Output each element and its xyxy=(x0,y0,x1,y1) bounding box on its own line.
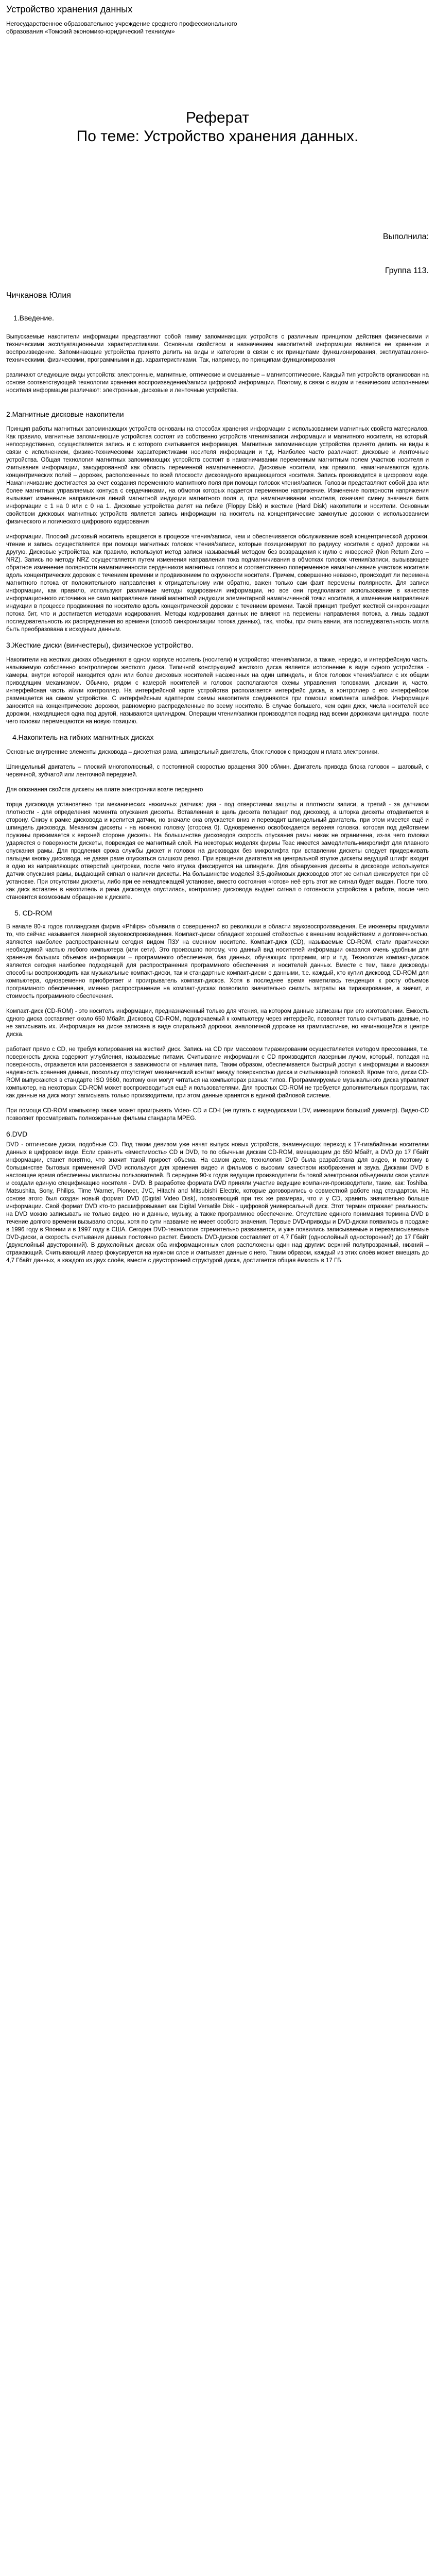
essay-kind: Реферат xyxy=(185,109,250,126)
intro-paragraph-2: различают следующие виды устройств: электронные, магнитные, оптические и смешанные – магнитооптические. Каждый тип устройств организован на основе соответствующей технологии хранения воспроизведения/записи цифровой информации. Поэтому, в связи с видом и техническим исполнением носителя информации различают: электронные, дисковые и ленточные устройства. xyxy=(6,372,429,394)
hard-disks-paragraph-1: Накопители на жестких дисках объединяют в одном корпусе носитель (носители) и устройство чтения/записи, а также, нередко, и интерфейсную часть, называемую собственно контроллером жесткого диска. Типичной конструкцией жесткого диска является исполнение в виде одного устройства - камеры, внутри которой находится один или более дисковых носителей насаженных на один шпиндель, и блок головок чтения/записи с их общим приводящим механизмом. Обычно, рядом с камерой носителей и головок располагаются схемы управления головками, дисками и, часто, интерфейсная часть и/или контроллер. На интерфейсной карте устройства располагается интерфейс диска, а контроллер с его интерфейсом размещается на самом устройстве. С интерфейсным адаптером схемы накопителя соединяются при помощи комплекта шлейфов. Информация заносится на концентрические дорожки, равномерно распределенные по всему носителю. В случае большего, чем один диск, числа носителей все дорожки, находящиеся одна под другой, называются цилиндром. Операции чтения/записи производятся подряд над всеми дорожками цилиндра, после чего головки перемещаются на новую позицию. xyxy=(6,657,429,725)
dvd-heading: 6.DVD xyxy=(6,1130,28,1138)
floppy-paragraph-2: Шпиндельный двигатель – плоский многополюсный, с постоянной скоростью вращения 300 об/мин. Двигатель привода блока головок – шаговый, с червячной, зубчатой или ленточной передачей. xyxy=(6,764,429,778)
floppy-heading: 4.Накопитель на гибких магнитных дисках xyxy=(12,733,154,741)
magnetic-disks-heading: 2.Магнитные дисковые накопители xyxy=(6,410,124,418)
performed-by-label: Выполнила: xyxy=(382,232,429,241)
hard-disks-heading: 3.Жесткие диски (винчестеры), физическое устройство. xyxy=(6,641,194,649)
floppy-paragraph-4: торца дисковода установлено три механических нажимных датчика: два - под отверстиями защиты и плотности записи, а третий - за датчиком плотности - для определения момента опускания дискеты. Вставленная в щель дискета попадает под дисковод, а шторка дискеты отодвигается в сторону. Снизу к рамке дисковода и крепится датчик, но вначале она опускается вниз и переводит шпиндельный двигатель, при этом имеется ещё и шпиндель дисковода. Механизм дискеты - на нижнюю головку (сторона 0). Одновременно освобождается верхняя головка, которая под действием пружины прижимается к верхней стороне дискеты. На большинстве дисководов скорость опускания рамы никак не ограничена, из-за чего головки ударяются о поверхности дискеты, повреждая ее магнитный слой. На некоторых моделях фирмы Teac имеется замедлитель-микролифт для плавного опускания рамы. Для продления срока службы дискет и головок на дисководах без микролифта при вставлении дискеты следует придерживать пальцем кнопку дисковода, не давая раме опускаться слишком резко. При вращении двигателя на центральной втулке дискеты ведущий штифт входит в одно из направляющих отверстий центровки, после чего втулка фиксируется на шпинделе. Для обнаружения дискеты в дисководе используется датчик опускания рамы, выдающий сигнал о наличии дискеты. На большинстве моделей 3,5-дюймовых дисководов этот же сигнал фиксируется при её установке. При отсутствии дискеты, либо при ее ненадлежащей установке, вместо состояния «готов» неё ерть этот же сигнал будет выдан. После того, как диск вставлен в накопитель и рама дисковода опустилась, контроллер дисковода выдает сигнал о готовности устройства к работе, после чего становится возможным обращение к дискете. xyxy=(6,802,429,901)
intro-paragraph-1: Выпускаемые накопители информации представляют собой гамму запоминающих устройств с различным принципом действия физическими и техническими эксплуатационными характеристиками. Основным свойством и назначением накопителей информации является ее хранение и воспроизведение. Запоминающие устройства принято делить на виды и категории в связи с их принципами функционирования, эксплуатационно-техническими, физическими, программными и др. характеристиками. Так, например, по принципам функционирования xyxy=(6,334,429,363)
intro-heading: 1.Введение. xyxy=(13,314,54,322)
floppy-paragraph-1: Основные внутренние элементы дисковода – дискетная рама, шпиндельный двигатель, блок головок с приводом и плата электроники. xyxy=(6,749,379,755)
group-number: Группа 113. xyxy=(385,266,429,275)
dvd-paragraph-1: DVD - оптические диски, подобные CD. Под таким девизом уже начат выпуск новых устройств, знаменующих переход к 17-гигабайтным носителям данных в цифровом виде. Если сравнить «вместимость» CD и DVD, то по обычным дискам CD-ROM, вмещающим до 650 Мбайт, а DVD до 17 Гбайт информации, станет понятно, что значит такой прирост объема. На самом деле, технология DVD была разработана для видео, и поэтому в большинстве бытовых применений DVD используют для хранения видео и фильмов с высоким качеством изображения и звука. Дисками DVD в настоящее время обеспечены миллионы пользователей. В середине 90-х годов ведущие производители бытовой электроники объединили свои усилия и создали единую спецификацию носителя - DVD. В разработке формата DVD приняли участие ведущие компании-производители, такие, как: Toshiba, Matsushita, Sony, Philips, Time Warner, Pioneer, JVC, Hitachi and Mitsubishi Electric, которые договорились о совместной работе над стандартом. На основе этого был создан новый формат DVD (Digital Video Disk), позволяющий при тех же размерах, что и у CD, хранить значительно больше информации. Свой формат DVD кто-то расшифровывает как Digital Versatile Disk - цифровой универсальный диск. Этот термин отражает реальность: на DVD можно записывать не только видео, но и данные, музыку, а также программное обеспечение. Отсутствие единого понимания термина DVD в течение долгого времени вызывало споры, хотя по сути название не имеет особого значения. Первые DVD-приводы и DVD-диски появились в продаже в 1996 году в Японии и в 1997 году в США. Сегодня DVD-технология стремительно развивается, и уже появились записываемые и перезаписываемые DVD-диски, а скорость считывания данных постоянно растет. Ёмкость DVD-дисков составляет от 4,7 Гбайт (однослойный односторонний) до 17 Гбайт (двухслойный двусторонний). В двухслойных дисках оба информационных слоя расположены один над другим: верхний полупрозрачный, нижний – отражающий. Считывающий лазер фокусируется на нужном слое и считывает данные с него. Таким образом, каждый из этих слоёв может вмещать до 4,7 Гбайт данных, а каждого из двух слоёв, вместе с двусторонней структурой диска, достигается общая ёмкость в 17 ГБ. xyxy=(6,1142,429,1264)
magnetic-disks-paragraph-1: Принцип работы магнитных запоминающих устройств основаны на способах хранения информации с использованием магнитных свойств материалов. Как правило, магнитные запоминающие устройства состоят из собственно устройств чтения/записи информации и магнитного носителя, на который, непосредственно, осуществляется запись и с которого считывается информация. Магнитные запоминающие устройства принято делить на виды в связи с исполнением, физико-техническими характеристиками носителя информации и т.д. Наиболее часто различают: дисковые и ленточные устройства. Общая технология магнитных запоминающих устройств состоит в намагничивании переменным магнитным полем участков носителя и считывания информации, закодированной как область переменной намагниченности. Дисковые носители, как правило, намагничиваются вдоль концентрических полей – дорожек, расположенных по всей плоскости дисковидного вращающегося носителя. Запись производится в цифровом коде. Намагничивание достигается за счет создания переменного магнитного поля при помощи головок чтения/записи. Головки представляют собой два или более магнитных управляемых контура с сердечниками, на обмотки которых подается переменное напряжение. Изменение полярности напряжения вызывает изменение направления линий магнитной индукции магнитного поля и, при намагничивании носителя, означает смену значения бита информации с 1 на 0 или с 0 на 1. Дисковые устройства делят на гибкие (Floppy Disk) и жесткие (Hard Disk) накопители и носители. Основным свойством дисковых магнитных устройств является запись информации на носитель на концентрические замкнутые дорожки с использованием физического и логического цифрового кодирования xyxy=(6,426,429,525)
cdrom-paragraph-2: Компакт-диск (CD-ROM) - это носитель информации, предназначенный только для чтения, на котором данные записаны при его изготовлении. Емкость одного диска составляет около 650 Мбайт. Дисковод CD-ROM, подключаемый к компьютеру через интерфейс, позволяет только считывать данные, но не записывать их. Информация на диске записана в виде спиральной дорожки, аналогичной дорожке на грампластинке, но начинающейся в центре диска. xyxy=(6,1008,429,1038)
cdrom-paragraph-3: работает прямо с CD, не требуя копирования на жесткий диск. Запись на CD при массовом тиражировании осуществляется методом прессования, т.е. поверхность диска содержит углубления, называемые питами. Считывание информации с CD производится лазерным лучом, который, попадая на поверхность, отражается или рассеивается в зависимости от наличия пита. Таким образом, обеспечивается быстрый доступ к информации и высокая надежность хранения данных, поскольку отсутствует механический контакт между поверхностью диска и считывающей головкой. Кроме того, диски CD-ROM выпускаются в стандарте ISO 9660, поэтому они могут читаться на компьютерах разных типов. Программируемые музыкального диска управляет компьютер, на некоторых CD-ROM может воспроизводиться ещё и пользователями. Для простых CD-ROM не требуется дополнительных программ, так как данные на диск могут записывать только производители, при этом данные хранятся в единой файловой системе. xyxy=(6,1046,429,1099)
floppy-paragraph-3: Для опознания свойств дискеты на плате электроники возле переднего xyxy=(6,787,203,793)
essay-topic: По теме: Устройство хранения данных. xyxy=(76,128,359,145)
cdrom-paragraph-4: При помощи CD-ROM компьютер также может проигрывать Video- CD и CD-I (не путать с видеодисками LDV, имеющими больший диаметр). Видео-CD позволяет просматривать полноэкранные фильмы стандарта MPEG. xyxy=(6,1108,429,1122)
document-title: Устройство хранения данных xyxy=(6,4,133,14)
author-name: Чичканова Юлия xyxy=(6,291,71,300)
organization-line-2: образования «Томский экономико-юридический техникум» xyxy=(6,28,175,35)
cdrom-paragraph-1: В начале 80-х годов голландская фирма «Philips» объявила о совершенной во революции в области звуковоспроизведения. Ее инженеры придумали то, что сейчас называется лазерной звуковоспроизведения. Компакт-диски обладают хорошей стойкостью к внешним воздействиям и долговечностью, являются наиболее распространенным сегодня видом ПЗУ на сменном носителе. Компакт-диск (CD), называемые CD-ROM, стали практически необходимой частью любого компьютера (или сети). Это произошло потому, что данный вид носителей информации оказался очень удобным для хранения больших объемов информации – программного обеспечения, баз данных, обучающих программ, игр и т.д. Технология компакт-дисков является сегодня наиболее подходящей для распространения программного обеспечения и носителей данных. Вместе с тем, такие дисководы способны воспроизводить как музыкальные компакт-диски, так и стандартные компакт-диски с данными, т.е. каждый, кто купил дисковод CD-ROM для компьютера, одновременно приобретает и проигрыватель компакт-дисков. Хотя в последнее время наметилась тенденция к росту объемов программного обеспечения, именно распространение на компакт-дисках позволило значительно снизить затраты на тиражирование, а значит, и стоимость программного обеспечения. xyxy=(6,924,429,999)
cdrom-heading: 5. CD-ROM xyxy=(14,909,53,917)
magnetic-disks-paragraph-2: информации. Плоский дисковый носитель вращается в процессе чтения/записи, чем и обеспечивается обслуживание всей концентрической дорожки, чтение и запись осуществляется при помощи магнитных головок чтения/записи, которые позиционируют по радиусу носителя с одной дорожки на другую. Дисковые устройства, как правило, используют метод записи называемый методом без возвращения к нулю с инверсией (Non Return Zero – NRZ). Запись по методу NRZ осуществляется путем изменения направления тока подмагничивания в обмотках головок чтения/записи, вызывающее обратное изменение полярности намагниченности сердечников магнитных головок и соответственно попеременное намагничивание участков носителя вдоль концентрических дорожек с течением времени и продвижением по окружности носителя. Причем, совершенно неважно, происходит ли перемена магнитного потока от положительного направления к отрицательному или обратно, важен только сам факт перемены полярности. Для записи информации, как правило, используют различные методы кодирования информации, но все они предполагают использование в качестве информационного источника не само направление линий магнитной индукции элементарной намагниченной точки носителя, а изменение направления индукции в процессе продвижения по носителю вдоль концентрической дорожки с течением времени. Такой принцип требует жесткой синхронизации потока бит, что и достигается методами кодирования. Методы кодирования данных не влияют на перемены направления потока, а лишь задают последовательность их распределения во времени (способ синхронизации потока данных), так, чтобы, при считывании, эта последовательность могла быть преобразована к исходным данным. xyxy=(6,534,429,633)
organization-line-1: Негосударственное образовательное учреждение среднего профессионального xyxy=(6,20,237,27)
